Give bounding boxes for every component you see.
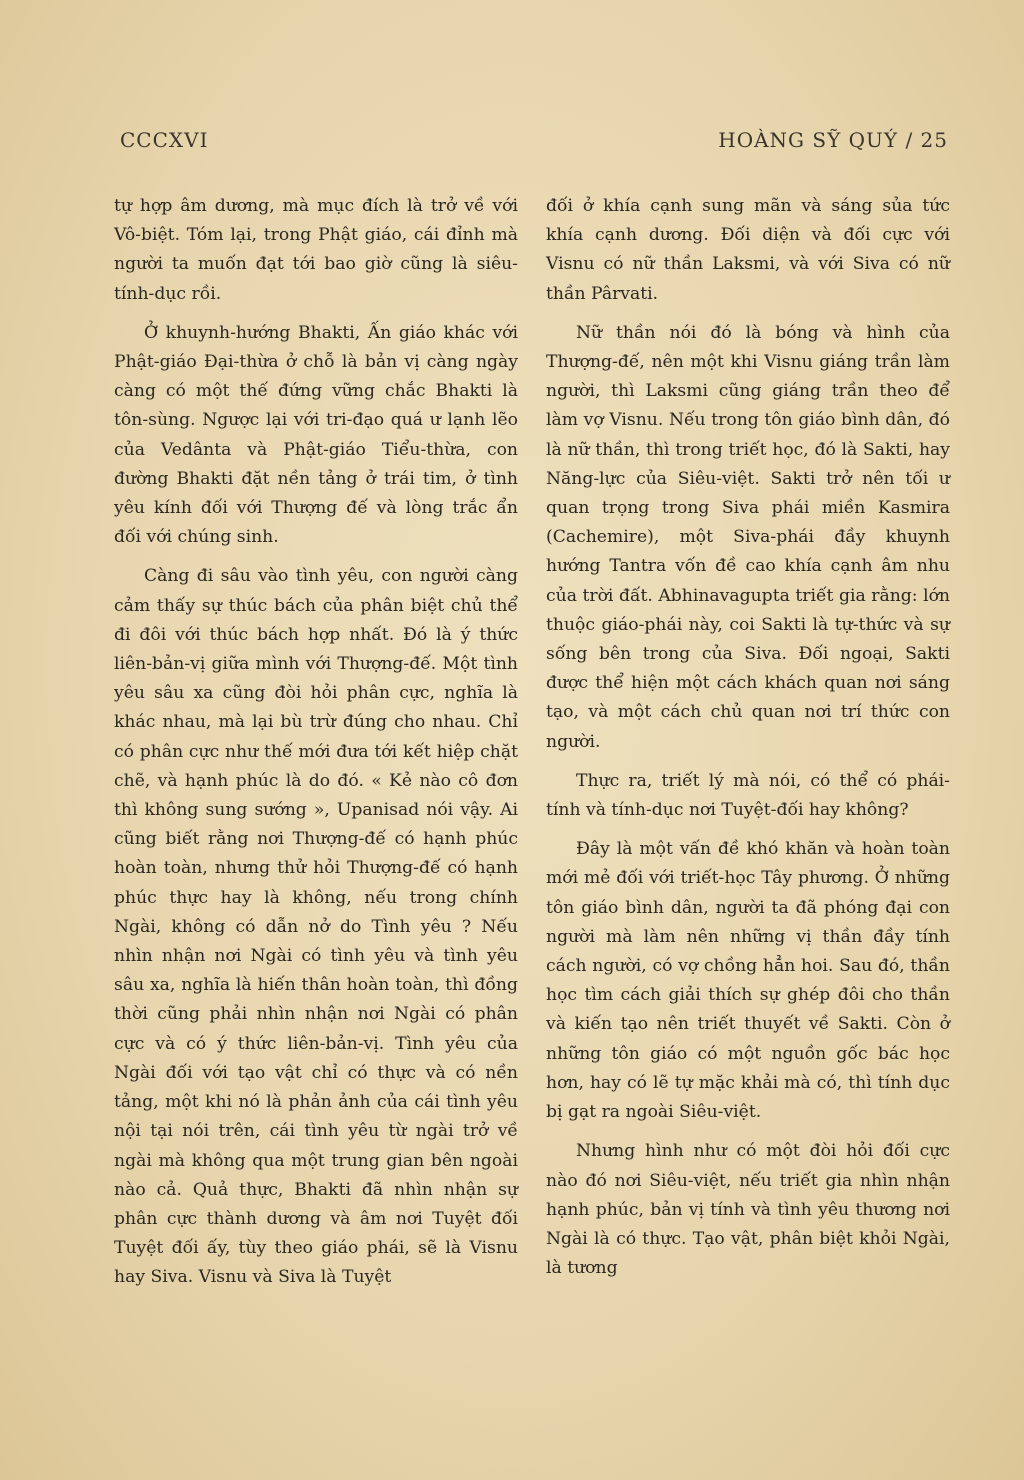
running-header-author: HOÀNG SỸ QUÝ / 25 — [718, 128, 948, 152]
paragraph: đối ở khía cạnh sung mãn và sáng sủa tức khía cạnh dương. Đối diện và đối cực với Visnu có nữ thần Laksmi, và với Siva có nữ thần Pârvati. — [546, 196, 950, 304]
paragraph: Càng đi sâu vào tình yêu, con người càng cảm thấy sự thúc bách của phân biệt chủ thể đi đôi với thúc bách hợp nhất. Đó là ý thức liên-bản-vị giữa mình với Thượng-đế. Một tình yêu sâu xa cũng đòi hỏi phân cực, nghĩa là khác nhau, mà lại bù trừ đúng cho nhau. Chỉ có phân cực như thế mới đưa tới kết hiệp chặt chẽ, và hạnh phúc là do đó. « Kẻ nào cô đơn thì không sung sướng », Upanisad nói vậy. Ai cũng biết rằng nơi Thượng-đế có hạnh phúc hoàn toàn, nhưng thử hỏi Thượng-đế có hạnh phúc thực hay là không, nếu trong chính Ngài, không có dẫn nở do Tình yêu ? Nếu nhìn nhận nơi Ngài có tình yêu và tình yêu sâu xa, nghĩa là hiến thân hoàn toàn, thì đồng thời cũng phải nhìn nhận nơi Ngài có phân cực và có ý thức liên-bản-vị. Tình yêu của Ngài đối với tạo vật chỉ có thực và có nền tảng, một khi nó là phản ảnh của cái tình yêu nội tại nói trên, cái tình yêu từ ngài trở về ngài mà không qua một trung gian bên ngoài nào cả. Quả thực, Bhakti đã nhìn nhận sự phân cực thành dương và âm nơi Tuyệt đối Tuyệt đối ấy, tùy theo giáo phái, sẽ là Visnu hay Siva. Visnu và Siva là Tuyệt — [114, 566, 518, 1288]
paragraph: Nữ thần nói đó là bóng và hình của Thượng-đế, nên một khi Visnu giáng trần làm người, thì Laksmi cũng giáng trần theo để làm vợ Visnu. Nếu trong tôn giáo bình dân, đó là nữ thần, thì trong triết học, đó là Sakti, hay Năng-lực của Siêu-việt. Sakti trở nên tối ư quan trọng trong Siva phái miền Kasmira (Cachemire), một Siva-phái đầy khuynh hướng Tantra vốn đề cao khía cạnh âm nhu của trời đất. Abhinavagupta triết gia rằng: lớn thuộc giáo-phái này, coi Sakti là tự-thức và sự sống bên trong của Siva. Đối ngoại, Sakti được thể hiện một cách khách quan nơi sáng tạo, và một cách chủ quan nơi trí thức con người. — [546, 322, 950, 752]
left-column — [114, 192, 518, 1303]
paragraph: Đây là một vấn đề khó khăn và hoàn toàn mới mẻ đối với triết-học Tây phương. Ở những tôn giáo bình dân, người ta đã phóng đại con người mà làm nên những vị thần đầy tính cách người, có vợ chồng hẳn hoi. Sau đó, thần học tìm cách giải thích sự ghép đôi cho thần và kiến tạo nên triết thuyết về Sakti. Còn ở những tôn giáo có một nguồn gốc bác học hơn, hay có lẽ tự mặc khải mà có, thì tính dục bị gạt ra ngoài Siêu-việt. — [546, 839, 950, 1123]
right-column — [546, 192, 950, 1293]
paragraph: Nhưng hình như có một đòi hỏi đối cực nào đó nơi Siêu-việt, nếu triết gia nhìn nhận hạnh phúc, bản vị tính và tình yêu thương nơi Ngài là có thực. Tạo vật, phân biệt khỏi Ngài, là tương — [546, 1141, 950, 1279]
page-roman-numeral: CCCXVI — [120, 128, 209, 152]
paragraph: Thực ra, triết lý mà nói, có thể có phái-tính và tính-dục nơi Tuyệt-đối hay không? — [546, 770, 950, 821]
paragraph: Ở khuynh-hướng Bhakti, Ấn giáo khác với Phật-giáo Đại-thừa ở chỗ là bản vị càng ngày càng có một thế đứng vững chắc Bhakti là tôn-sùng. Ngược lại với tri-đạo quá ư lạnh lẽo của Vedânta và Phật-giáo Tiểu-thừa, con đường Bhakti đặt nền tảng ở trái tim, ở tình yêu kính đối với Thượng đế và lòng trắc ẩn đối với chúng sinh. — [114, 322, 518, 548]
paragraph: tự hợp âm dương, mà mục đích là trở về với Vô-biệt. Tóm lại, trong Phật giáo, cái đỉnh mà người ta muốn đạt tới bao giờ cũng là siêu-tính-dục rồi. — [114, 196, 518, 304]
